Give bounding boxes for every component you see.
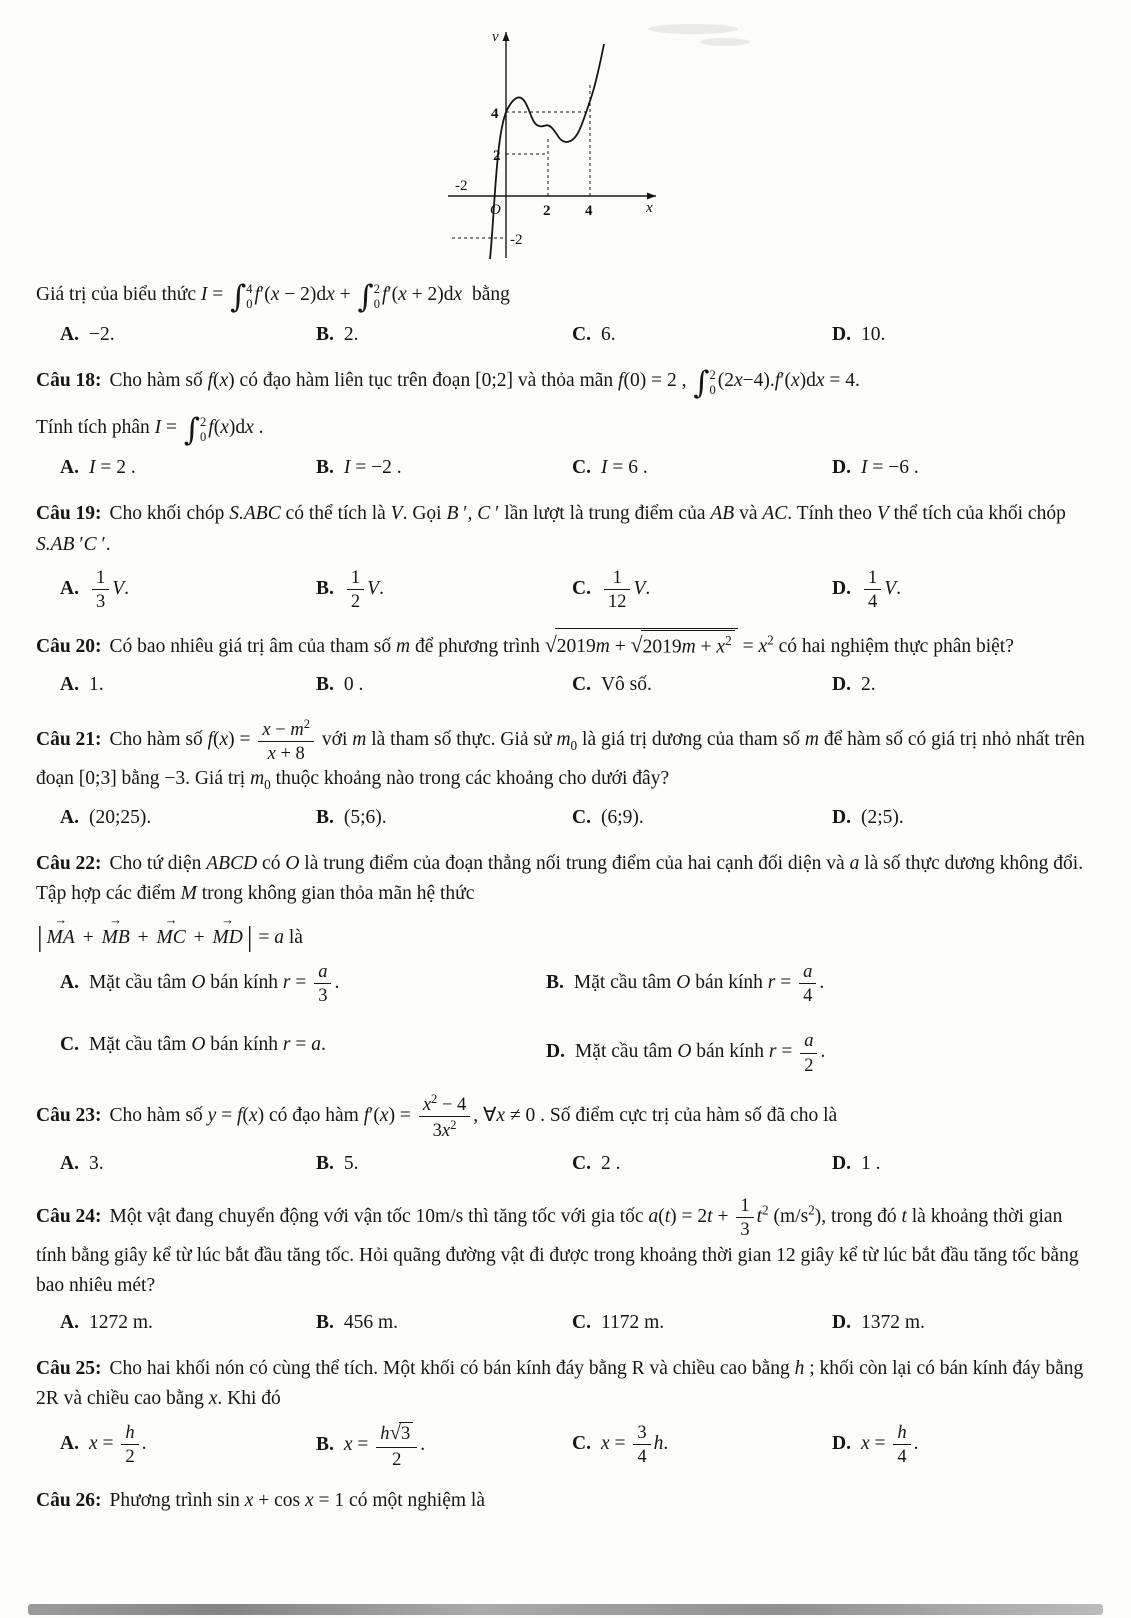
answer-option-text: $\frac{1}{12}$ V.: [601, 578, 650, 599]
answer-option: [572, 453, 828, 483]
answer-option: [572, 1149, 828, 1179]
answer-option-text: 6.: [600, 324, 616, 345]
question-number: Câu 21:: [36, 728, 102, 750]
question-block: [36, 280, 1095, 350]
answer-option-label: D.: [832, 578, 851, 600]
answer-option-label: C.: [572, 578, 591, 600]
question-text: [36, 365, 1095, 449]
answer-option: [572, 803, 828, 833]
question-block: [36, 1486, 1095, 1516]
answer-option-text: x = $\frac{3}{4}$ h.: [600, 1421, 669, 1467]
answer-option-label: A.: [60, 578, 79, 600]
options-row: [36, 567, 1095, 613]
question-text: [36, 1092, 1095, 1142]
answer-option: [60, 1422, 312, 1470]
tick-y-4: 4: [491, 106, 499, 122]
answer-option-text: I = 2 .: [88, 457, 136, 479]
answer-option: [60, 961, 542, 1007]
question-number: Câu 19:: [36, 503, 102, 525]
answer-option-label: D.: [832, 1311, 851, 1333]
question-body: Có bao nhiêu giá trị âm của tham số m để phương trình $√2019m + √2019m + x^2 = x^2$ có hai nghiệm thực phân biệt?: [110, 636, 1014, 657]
answer-option: [832, 320, 1095, 350]
answer-option-text: Mặt cầu tâm O bán kính r = $\frac{a}{3}$ .: [88, 960, 340, 1006]
answer-option-label: C.: [572, 806, 591, 828]
question-text: [36, 280, 1095, 313]
answer-option-label: B.: [316, 1152, 334, 1174]
answer-option: [572, 670, 828, 700]
question-number: Câu 20:: [36, 636, 102, 658]
answer-option-label: A.: [60, 674, 79, 696]
question-text: [36, 1486, 1095, 1516]
question-block: [36, 1195, 1095, 1338]
question-text: [36, 717, 1095, 796]
function-graph: [428, 24, 668, 264]
answer-option-text: I = −6 .: [860, 457, 919, 479]
y-axis-arrow: [503, 32, 510, 41]
tick-y-2: 2: [493, 148, 501, 164]
answer-option: [316, 453, 568, 483]
options-row: [36, 670, 1095, 700]
answer-option-label: D.: [832, 1432, 851, 1454]
question-text: [36, 1354, 1095, 1414]
question-body: Cho khối chóp S.ABC có thể tích là V. Gọi B ′, C ′ lần lượt là trung điểm của AB và AC. Tính theo V thể tích của khối chóp S.AB ′C ′.: [36, 503, 1066, 555]
answer-option-label: C.: [572, 1311, 591, 1333]
answer-option: [546, 1030, 1095, 1076]
question-block: [36, 366, 1095, 483]
answer-option-text: 456 m.: [343, 1311, 399, 1333]
x-axis-label: x: [646, 200, 653, 216]
question-text: [36, 849, 1095, 954]
answer-option-label: A.: [60, 971, 79, 993]
options-row: [36, 320, 1095, 350]
answer-option-text: x = $\frac{h}{2}$ .: [88, 1421, 147, 1467]
question-block: [36, 499, 1095, 612]
answer-option-text: x = $\frac{h√3}{2}$ .: [343, 1421, 426, 1470]
answer-option-text: 10.: [860, 324, 886, 345]
question-text: [36, 1195, 1095, 1301]
answer-option: [316, 1308, 568, 1338]
answer-option-text: x = $\frac{h}{4}$ .: [860, 1421, 919, 1467]
question-number: Câu 26:: [36, 1489, 102, 1511]
answer-option: [546, 961, 1095, 1007]
question-block: [36, 1354, 1095, 1470]
answer-option-text: Vô số.: [600, 674, 652, 696]
question-body: Cho hai khối nón có cùng thể tích. Một khối có bán kính đáy bằng R và chiều cao bằng h ; khối còn lại có bán kính đáy bằng 2R và chiều cao bằng x. Khi đó: [36, 1358, 1084, 1410]
question-body: Phương trình sin x + cos x = 1 có một nghiệm là: [109, 1489, 485, 1511]
scan-artifact: [28, 1604, 1103, 1615]
answer-option-text: $\frac{1}{4}$ V.: [861, 578, 901, 599]
answer-option-label: D.: [832, 324, 851, 345]
answer-option-label: C.: [572, 1432, 591, 1454]
question-number: Câu 24:: [36, 1206, 102, 1228]
answer-option-label: B.: [316, 806, 334, 828]
answer-option: [60, 1149, 312, 1179]
answer-option-label: B.: [316, 1311, 334, 1333]
answer-option: [832, 567, 1095, 613]
answer-option: [60, 453, 312, 483]
answer-option-text: 1 .: [860, 1152, 881, 1174]
answer-option-text: 1372 m.: [860, 1311, 925, 1333]
answer-option-text: $\frac{1}{3}$ V.: [89, 578, 129, 599]
answer-option: [316, 670, 568, 700]
answer-option-label: C.: [572, 457, 591, 479]
answer-option: [316, 1422, 568, 1470]
options-row: [36, 1149, 1095, 1179]
answer-option-text: 3.: [88, 1152, 104, 1174]
answer-option: [60, 1308, 312, 1338]
answer-option-label: A.: [60, 324, 79, 345]
answer-option-text: 1172 m.: [600, 1311, 665, 1333]
answer-option: [832, 1308, 1095, 1338]
answer-option: [60, 803, 312, 833]
answer-option-text: (5;6).: [343, 806, 387, 828]
answer-option-label: B.: [546, 971, 564, 993]
question-body: Cho hàm số f(x) có đạo hàm liên tục trên đoạn [0;2] và thỏa mãn f(0) = 2 , ∫ 2 0 (2x−4).f′(x)dx = 4. Tính tích phân I = ∫ 2 0 f(x)dx .: [36, 365, 860, 449]
answer-option-label: A.: [60, 1152, 79, 1174]
answer-option: [832, 1149, 1095, 1179]
answer-option-label: A.: [60, 1311, 79, 1333]
answer-option: [60, 567, 312, 613]
answer-option-label: D.: [832, 1152, 851, 1174]
answer-option-text: −2.: [88, 324, 115, 345]
answer-option: [60, 320, 312, 350]
answer-option: [60, 670, 312, 700]
questions-list: [36, 280, 1095, 1516]
question-block: [36, 717, 1095, 833]
answer-option-text: (20;25).: [88, 806, 152, 828]
graph-svg: [428, 24, 668, 264]
question-block: [36, 1092, 1095, 1179]
answer-option-text: 2.: [860, 674, 876, 696]
answer-option: [832, 1422, 1095, 1470]
answer-option-label: A.: [60, 806, 79, 828]
question-number: Câu 25:: [36, 1358, 102, 1380]
answer-option-text: 1.: [88, 674, 104, 696]
question-body: Giá trị của biểu thức I = ∫ 4 0 f′(x − 2)dx + ∫ 2 0 f′(x + 2)dx bằng: [36, 279, 510, 315]
answer-option-text: 2 .: [600, 1152, 621, 1174]
answer-option: [316, 803, 568, 833]
question-body: Cho tứ diện ABCD có O là trung điểm của đoạn thẳng nối trung điểm của hai cạnh đối diện và a là số thực dương không đổi. Tập hợp các điểm M trong không gian thỏa mãn hệ thức | → MA + → MB + → MC + → MD | = a là: [36, 853, 1095, 954]
answer-option: [832, 670, 1095, 700]
question-text: [36, 499, 1095, 559]
answer-option: [60, 1030, 542, 1076]
answer-option-label: B.: [316, 324, 334, 345]
answer-option-label: B.: [316, 578, 334, 600]
answer-option-text: I = −2 .: [343, 457, 402, 479]
question-body: Cho hàm số y = f(x) có đạo hàm f′(x) = $\frac{x^2 - 4}{3x^2}$ , ∀x ≠ 0 . Số điểm cực trị của hàm số đã cho là: [109, 1091, 838, 1142]
answer-option: [572, 320, 828, 350]
tick-x-4: 4: [585, 203, 593, 219]
options-row: [36, 961, 1095, 1076]
question-block: [36, 628, 1095, 700]
answer-option-text: Mặt cầu tâm O bán kính r = $\frac{a}{4}$ .: [573, 960, 825, 1006]
answer-option-label: B.: [316, 1434, 334, 1456]
answer-option-label: D.: [546, 1041, 565, 1063]
question-block: [36, 849, 1095, 1076]
question-body: Một vật đang chuyển động với vận tốc 10m/s thì tăng tốc với gia tốc a(t) = 2t + $\frac{1}{3}$ $t^2$ $(m/s^2)$, trong đó t là khoảng thời gian tính bằng giây kể từ lúc bắt đầu tăng tốc. Hỏi quãng đường vật đi được trong khoảng thời gian 12 giây kể từ lúc bắt đầu tăng tốc bằng bao nhiêu mét?: [36, 1194, 1079, 1296]
answer-option-text: (2;5).: [860, 806, 904, 828]
origin-label: O: [490, 202, 501, 218]
scan-noise: [648, 24, 738, 34]
answer-option: [316, 1149, 568, 1179]
answer-option: [572, 567, 828, 613]
answer-option: [572, 1422, 828, 1470]
question-number: Câu 18:: [36, 370, 102, 392]
answer-option-text: $\frac{1}{2}$ V.: [344, 578, 384, 599]
options-row: [36, 803, 1095, 833]
answer-option-text: I = 6 .: [600, 457, 648, 479]
answer-option-label: A.: [60, 457, 79, 479]
answer-option-label: D.: [832, 806, 851, 828]
tick-x-neg2: -2: [455, 178, 468, 194]
answer-option-label: C.: [572, 674, 591, 696]
tick-x-2: 2: [543, 203, 551, 219]
answer-option-label: C.: [572, 1152, 591, 1174]
answer-option-label: D.: [832, 674, 851, 696]
answer-option-text: Mặt cầu tâm O bán kính r = $\frac{a}{2}$ .: [574, 1030, 826, 1076]
options-row: [36, 1308, 1095, 1338]
question-number: Câu 23:: [36, 1105, 102, 1127]
answer-option: [316, 320, 568, 350]
answer-option-text: 5.: [343, 1152, 359, 1174]
answer-option-label: C.: [572, 324, 591, 345]
tick-y-neg2: -2: [510, 232, 523, 248]
answer-option-label: A.: [60, 1432, 79, 1454]
answer-option-text: Mặt cầu tâm O bán kính r = a.: [88, 1034, 326, 1056]
answer-option-text: 0 .: [343, 674, 364, 696]
answer-option: [832, 453, 1095, 483]
options-row: [36, 453, 1095, 483]
options-row: [36, 1422, 1095, 1470]
answer-option-label: B.: [316, 674, 334, 696]
y-axis-label: v: [492, 29, 499, 45]
answer-option: [316, 567, 568, 613]
answer-option: [832, 803, 1095, 833]
scan-noise: [700, 38, 750, 46]
answer-option-label: B.: [316, 457, 334, 479]
answer-option-text: 1272 m.: [88, 1311, 153, 1333]
answer-option-label: C.: [60, 1034, 79, 1056]
function-curve: [490, 44, 604, 259]
question-body: Cho hàm số f(x) = $\frac{x - m^2}{x + 8}$ với m là tham số thực. Giả sử $m_0$ là giá trị dương của tham số m để hàm số có giá trị nhỏ nhất trên đoạn [0;3] bằng −3. Giá trị $m_0$ thuộc khoảng nào trong các khoảng cho dưới đây?: [36, 716, 1085, 793]
answer-option-text: 2.: [343, 324, 359, 345]
answer-option-label: D.: [832, 457, 851, 479]
answer-option-text: (6;9).: [600, 806, 644, 828]
answer-option: [572, 1308, 828, 1338]
question-text: [36, 628, 1095, 663]
x-axis-arrow: [647, 193, 656, 200]
question-number: Câu 22:: [36, 852, 102, 874]
